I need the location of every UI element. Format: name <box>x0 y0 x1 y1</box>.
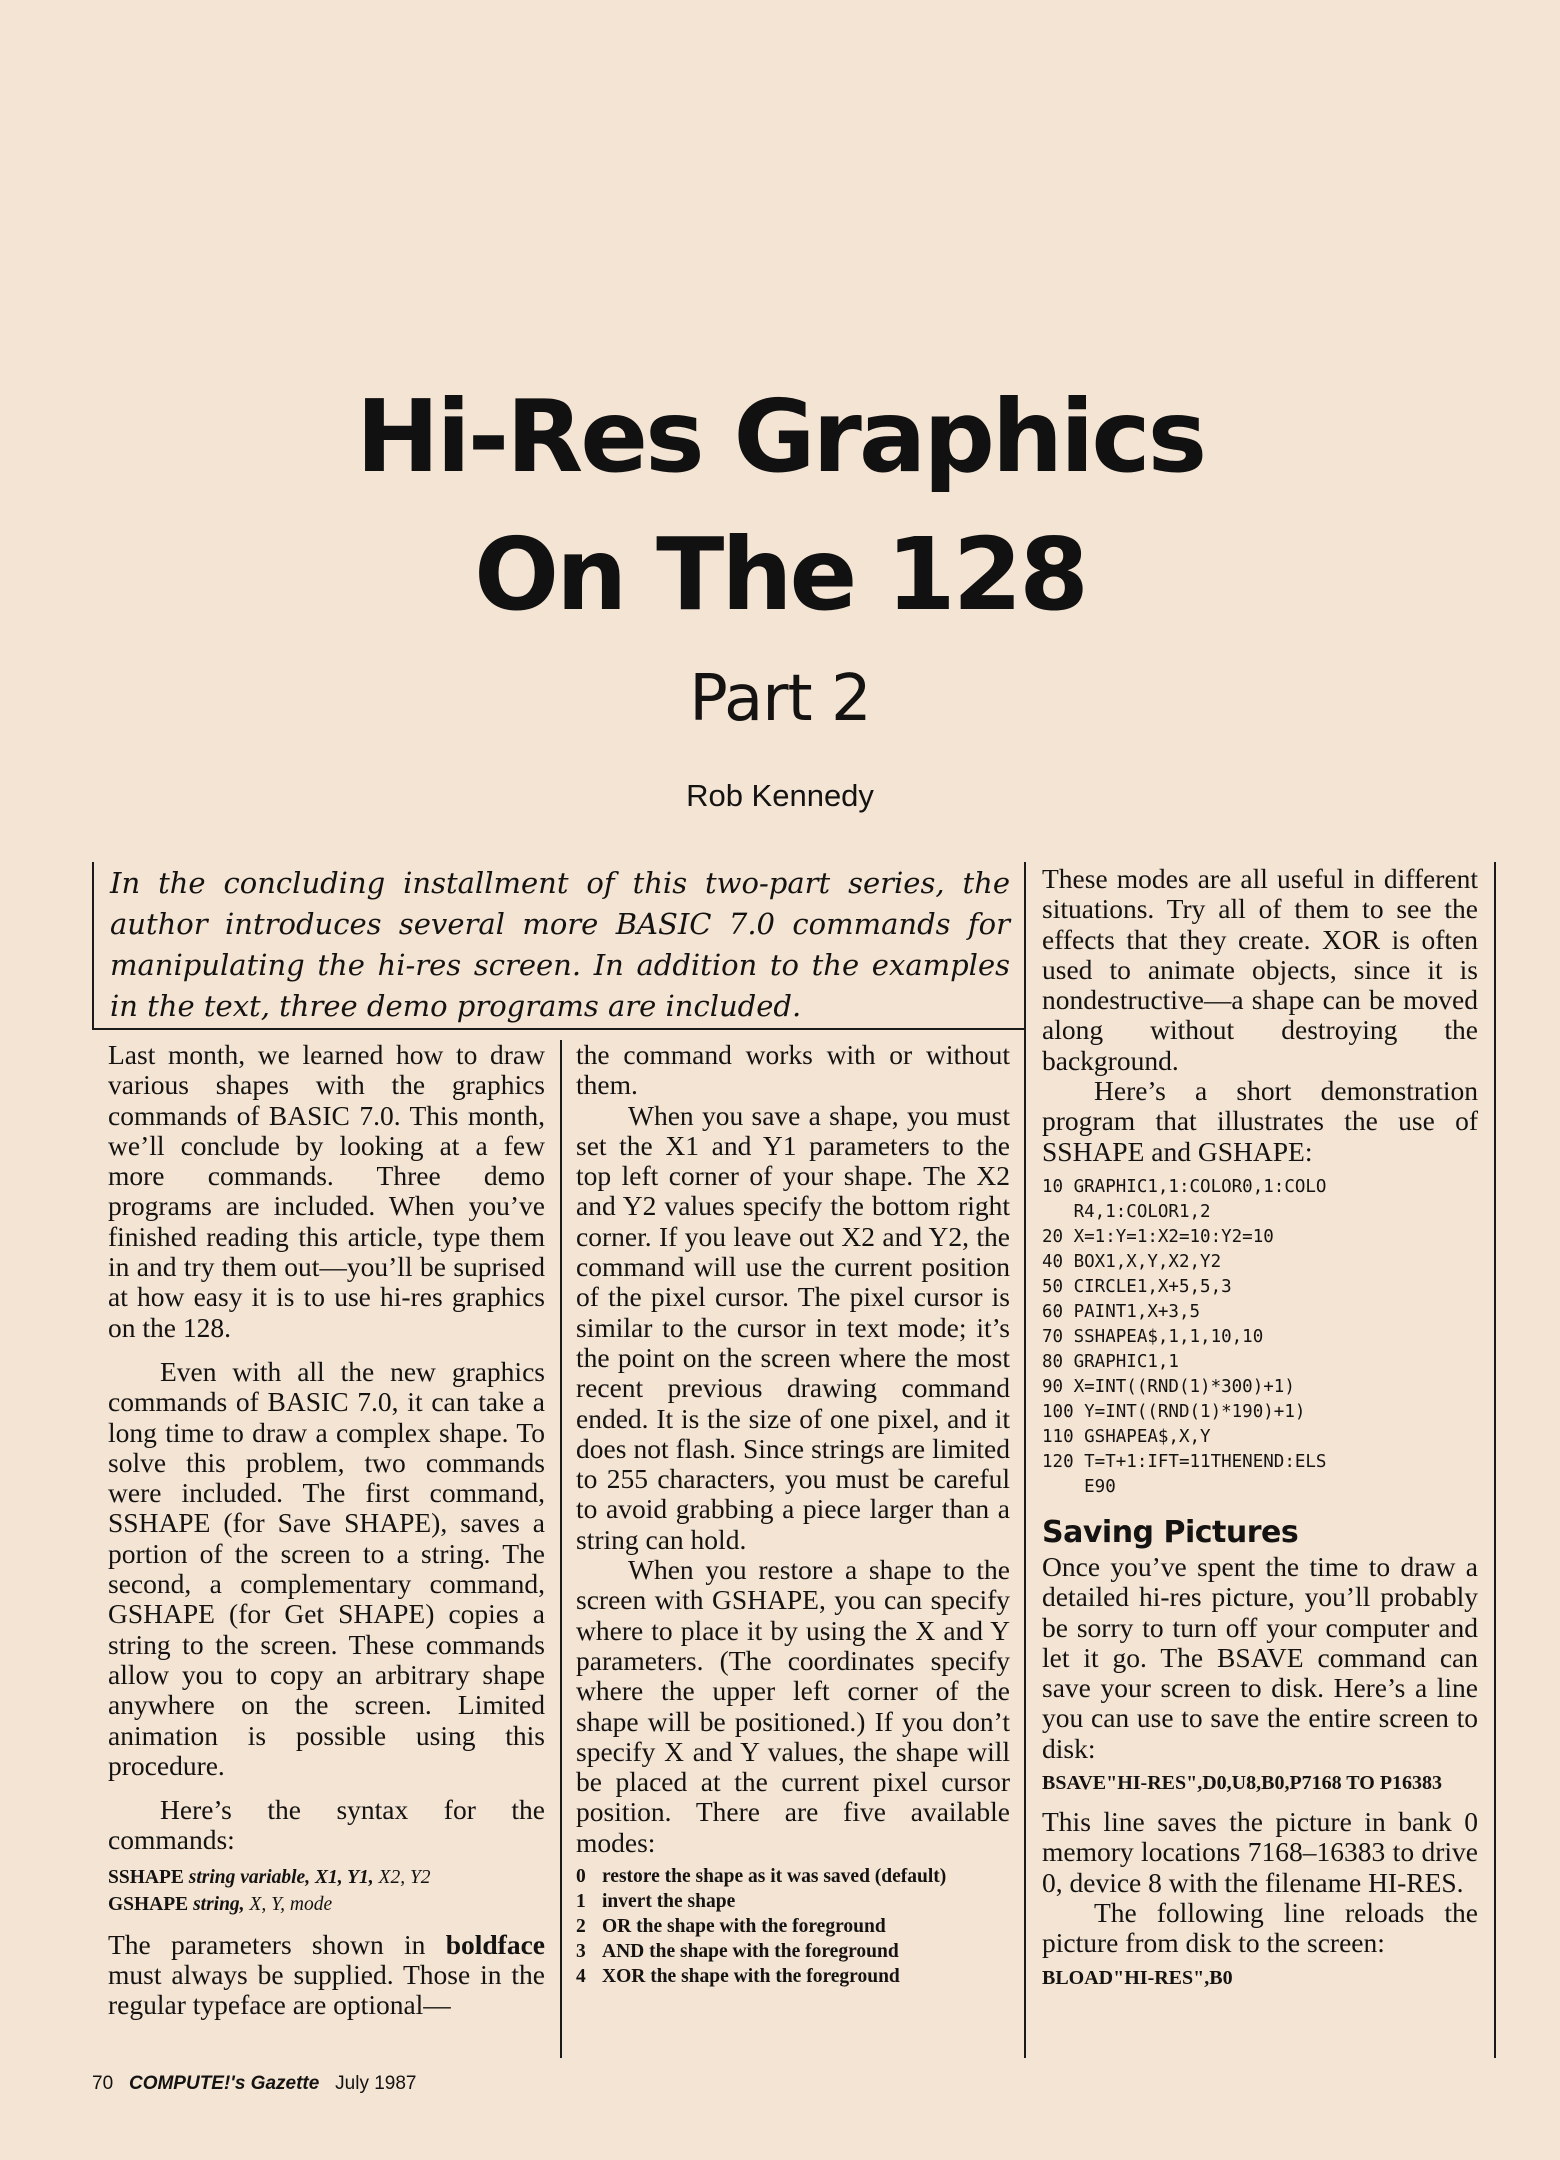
gshape-modes-list <box>576 1864 1010 1989</box>
code-line: 70 SSHAPEA$,1,1,10,10 <box>1042 1326 1264 1347</box>
col1-p4-text-b: must always be supplied. Those in the regular typeface are optional— <box>108 1959 545 2021</box>
code-line: 120 T=T+1:IFT=11THENEND:ELS <box>1042 1451 1327 1472</box>
code-line: 60 PAINT1,X+3,5 <box>1042 1301 1201 1322</box>
column-2 <box>576 1040 1010 1989</box>
mode-number: 3 <box>576 1941 586 1963</box>
article-deck: In the concluding installment of this two-part series, the author introduces several more BASIC 7.0 commands for manipulating the hi-res screen. In addition to the examples in the text, three demo programs are included. <box>110 866 1010 1023</box>
mode-text: AND the shape with the foreground <box>602 1941 899 1963</box>
syntax-gshape-required: string, <box>193 1893 245 1915</box>
col3-paragraph-1: These modes are all useful in different situations. Try all of them to see the effects that they create. XOR is often used to animate objects, since it is nondestructive—a shape can be moved along without destroying the background. <box>1042 863 1478 1076</box>
mode-text: restore the shape as it was saved (default) <box>602 1866 947 1888</box>
code-line: E90 <box>1042 1476 1116 1497</box>
section-heading-saving-pictures: Saving Pictures <box>1042 1514 1299 1550</box>
syntax-block <box>108 1864 545 1918</box>
mode-text: OR the shape with the foreground <box>602 1916 886 1938</box>
code-line: 100 Y=INT((RND(1)*190)+1) <box>1042 1401 1306 1422</box>
code-line: 50 CIRCLE1,X+5,5,3 <box>1042 1276 1232 1297</box>
mode-number: 4 <box>576 1966 586 1988</box>
deck-bottom-rule <box>92 1028 1024 1030</box>
syntax-sshape-optional: X2, Y2 <box>378 1866 431 1888</box>
magazine-name: COMPUTE!'s Gazette <box>128 2073 320 2094</box>
column-1 <box>108 1040 545 2021</box>
syntax-gshape <box>108 1891 545 1918</box>
syntax-gshape-cmd: GSHAPE <box>108 1893 189 1915</box>
mode-number: 1 <box>576 1891 586 1913</box>
col2-paragraph-3: When you restore a shape to the screen with GSHAPE, you can specify where to place it by using the X and Y parameters. (The coordinates specify where the upper left corner of the shape will be positioned.) If you don’t specify X and Y values, the shape will be placed at the current pixel cursor position. There are five available modes: <box>576 1554 1010 1858</box>
col1-paragraph-4 <box>108 1930 545 2021</box>
col1-p4-text-a: The parameters shown in <box>108 1928 446 1960</box>
col3-paragraph-2: Here’s a short demonstration program that illustrates the use of SSHAPE and GSHAPE: <box>1042 1075 1478 1167</box>
code-line: 90 X=INT((RND(1)*300)+1) <box>1042 1376 1295 1397</box>
col3-paragraph-4: This line saves the picture in bank 0 memory locations 7168–16383 to drive 0, device 8 with the filename HI-RES. <box>1042 1806 1478 1898</box>
col1-p4-bold: boldface <box>445 1928 545 1960</box>
article-part: Part 2 <box>689 662 871 736</box>
article-title-line-1: Hi-Res Graphics <box>355 378 1205 495</box>
col2-paragraph-2: When you save a shape, you must set the X1 and Y1 parameters to the top left corner of your shape. The X2 and Y2 values specify the bottom right corner. If you leave out X2 and Y2, the command will use the current position of the pixel cursor. The pixel cursor is similar to the cursor in text mode; it’s the point on the screen where the most recent previous drawing command ended. It is the size of one pixel, and it does not flash. Since strings are limited to 255 characters, you must be careful to avoid grabbing a piece larger than a string can hold. <box>576 1099 1010 1555</box>
col1-paragraph-1: Last month, we learned how to draw various shapes with the graphics commands of BASIC 7.0. This month, we’ll conclude by looking at a few more commands. Three demo programs are included. When you’ve finished reading this article, type them in and try them out—you’ll be suprised at how easy it is to use hi-res graphics on the 128. <box>108 1039 545 1343</box>
syntax-sshape <box>108 1864 545 1891</box>
column-3 <box>1042 864 1478 2002</box>
code-line: 20 X=1:Y=1:X2=10:Y2=10 <box>1042 1226 1274 1247</box>
column-rule-3 <box>1024 862 1026 2058</box>
page-footer <box>92 2073 417 2095</box>
mode-number: 0 <box>576 1866 586 1888</box>
col2-paragraph-1: the command works with or without them. <box>576 1039 1010 1101</box>
col3-paragraph-5: The following line reloads the picture from disk to the screen: <box>1042 1896 1478 1959</box>
mode-item <box>576 1864 1010 1889</box>
bsave-command: BSAVE"HI-RES",D0,U8,B0,P7168 TO P16383 <box>1042 1772 1443 1795</box>
col3-paragraph-3: Once you’ve spent the time to draw a detailed hi-res picture, you’ll probably be sorry to turn off your computer and let it go. The BSAVE command can save your screen to disk. Here’s a line you can use to save the entire screen to disk: <box>1042 1550 1478 1764</box>
code-line: R4,1:COLOR1,2 <box>1042 1201 1211 1222</box>
article-title-line-2: On The 128 <box>474 516 1086 633</box>
mode-item <box>576 1939 1010 1964</box>
deck-left-rule <box>92 862 94 1028</box>
column-rule-2 <box>560 1040 562 2058</box>
code-line: 10 GRAPHIC1,1:COLOR0,1:COLO <box>1042 1176 1327 1197</box>
col1-paragraph-3: Here’s the syntax for the commands: <box>108 1794 545 1856</box>
syntax-sshape-cmd: SSHAPE <box>108 1866 184 1888</box>
basic-program-listing <box>1042 1175 1478 1500</box>
bload-command: BLOAD"HI-RES",B0 <box>1042 1966 1233 1989</box>
mode-text: XOR the shape with the foreground <box>602 1966 900 1988</box>
syntax-gshape-optional: X, Y, mode <box>249 1893 333 1915</box>
code-line: 40 BOX1,X,Y,X2,Y2 <box>1042 1251 1222 1272</box>
mode-number: 2 <box>576 1916 586 1938</box>
page-number: 70 <box>92 2073 114 2094</box>
column-rule-right <box>1494 862 1496 2058</box>
mode-item <box>576 1889 1010 1914</box>
code-line: 110 GSHAPEA$,X,Y <box>1042 1426 1211 1447</box>
mode-item <box>576 1964 1010 1989</box>
mode-item <box>576 1914 1010 1939</box>
syntax-sshape-required: string variable, X1, Y1, <box>188 1866 374 1888</box>
mode-text: invert the shape <box>602 1891 736 1913</box>
col1-paragraph-2: Even with all the new graphics commands of BASIC 7.0, it can take a long time to draw a complex shape. To solve this problem, two commands were included. The first command, SSHAPE (for Save SHAPE), saves a portion of the screen to a string. The second, a complementary command, GSHAPE (for Get SHAPE) copies a string to the screen. These commands allow you to copy an arbitrary shape anywhere on the screen. Limited animation is possible using this procedure. <box>108 1355 545 1781</box>
issue-date: July 1987 <box>335 2073 417 2094</box>
code-line: 80 GRAPHIC1,1 <box>1042 1351 1179 1372</box>
article-author: Rob Kennedy <box>686 778 874 813</box>
